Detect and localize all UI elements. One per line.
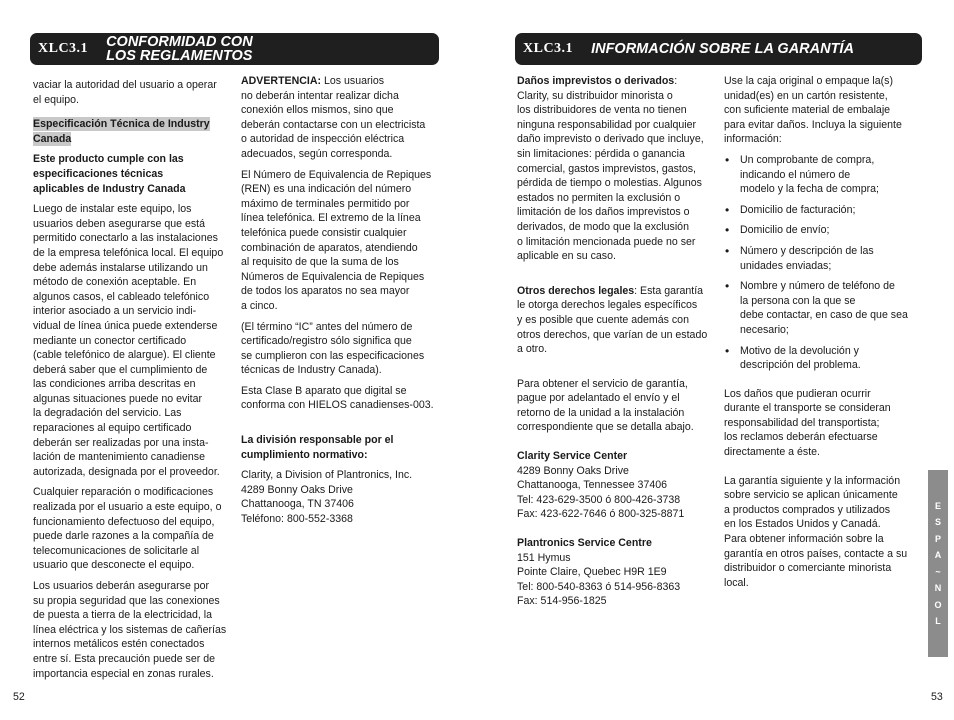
- tab-letter: N: [934, 583, 942, 593]
- column-2: [241, 74, 446, 533]
- col1-para3: Los usuarios deberán asegurarse por su propia seguridad que las conexiones de puesta a tierra de la electricidad, la línea eléctrica y los sistemas de cañerías internos metálicos estén conectados entre sí. Esta precaución puede ser de importancia especial en zonas rurales.: [33, 580, 227, 680]
- col3-rights: [517, 284, 717, 357]
- bullet-icon: •: [725, 152, 730, 167]
- title-line-1: CONFORMIDAD CON: [106, 34, 253, 50]
- spacer: [517, 270, 717, 284]
- tab-letter: ~: [935, 566, 941, 577]
- section-title-right: INFORMACIÓN SOBRE LA GARANTÍA: [591, 41, 854, 57]
- list-item: • Un comprobante de compra, indicando el número de modelo y la fecha de compra;: [725, 152, 879, 196]
- tab-letter: A: [934, 550, 942, 560]
- col3-damages: [517, 74, 717, 264]
- warning-text: Los usuarios no deberán intentar realizar dicha conexión ellos mismos, sino que deberán contactarse con un electricista o autoridad de inspección eléctrica adecuados, según corresponda.: [241, 75, 426, 160]
- list-item: • Domicilio de facturación;: [725, 202, 856, 217]
- rights-label: Otros derechos legales: [517, 284, 635, 297]
- page-number-left: 52: [13, 691, 25, 703]
- col1-bold-para: Este producto cumple con las especificaciones técnicas aplicables de Industry Canada: [33, 153, 186, 195]
- spacer: [724, 466, 919, 474]
- warning-label: ADVERTENCIA:: [241, 75, 322, 87]
- model-label-left: XLC3.1: [38, 41, 89, 56]
- bullet-icon: •: [725, 223, 730, 238]
- spacer: [724, 379, 919, 387]
- col1-shaded-heading: Especificación Técnica de Industry Canada: [33, 118, 210, 145]
- tab-letter: E: [934, 500, 941, 511]
- list-item: • Nombre y número de teléfono de la persona con la que se debe contactar, en caso de que sea necesario;: [725, 279, 908, 336]
- col3-center2: [517, 536, 717, 609]
- bullet-icon: •: [725, 243, 730, 258]
- center2-name: Plantronics Service Centre: [517, 537, 652, 550]
- list-item: • Número y descripción de las unidades enviadas;: [725, 243, 874, 272]
- language-side-tab: [928, 470, 948, 657]
- column-1: [33, 78, 233, 687]
- col2-warning: [241, 74, 446, 162]
- col1-para1: Luego de instalar este equipo, los usuarios deben asegurarse que está permitido conectarlo a las instalaciones de la empresa telefónica local. El equipo debe además instalarse utilizando un método de conexión aceptable. En algunos casos, el cableado telefónico interior asociado a un servicio indi- vidual de línea única puede extenderse mediante un conector certificado (cable telefónico de alargue). El cliente deberá saber que el cumplimiento de las condiciones arriba descritas en algunas situaciones puede no evitar la degradación del servicio. Las reparaciones al equipo certificado deberán ser realizadas por una insta- lación de mantenimiento canadiense autorizada, designada por el proveedor.: [33, 203, 224, 478]
- model-label-right: XLC3.1: [523, 41, 574, 56]
- center1-address: 4289 Bonny Oaks Drive Chattanooga, Tennessee 37406 Tel: 423-629-3500 ó 800-426-3738 Fax: 423-622-7646 ó 800-325-8871: [517, 464, 685, 521]
- title-line-2: LOS REGLAMENTOS: [106, 48, 253, 64]
- spacer: [517, 441, 717, 449]
- tab-letter: S: [934, 517, 941, 527]
- center2-address: 151 Hymus Pointe Claire, Quebec H9R 1E9 Tel: 800-540-8363 ó 514-956-8363 Fax: 514-956-1825: [517, 551, 681, 608]
- header-left: [30, 33, 439, 65]
- bullet-icon: •: [725, 279, 730, 294]
- spacer: [241, 419, 446, 433]
- tab-letter: P: [934, 533, 941, 544]
- col3-center1: [517, 449, 717, 522]
- damages-text: : Clarity, su distribuidor minorista o los distribuidores de venta no tienen ninguna responsabilidad por cualquier daño imprevisto o derivado que incluye, sin limitaciones: pérdida o ganancia comercial, gastos imprevistos, gastos, pérdida de tiempo o molestias. Algunos estados no permiten la exclusión o limitación de los daños imprevistos o derivados, de modo que la exclusión o limitación mencionada puede no ser aplicable en su caso.: [517, 75, 704, 263]
- col2-class-para: Esta Clase B aparato que digital se conforma con HIELOS canadienses-003.: [241, 384, 434, 412]
- tab-letter: O: [934, 599, 942, 610]
- col1-para2: Cualquier reparación o modificaciones realizada por el usuario a este equipo, o funcionamiento defectuoso del equipo, puede darle razones a la compañía de telecomunicaciones de solicitarle al usuario que desconecte el equipo.: [33, 486, 222, 572]
- col2-ic-para: (El término “IC” antes del número de certificado/registro sólo significa que se cumplieron con las especificaciones técnicas de Industry Canada).: [241, 320, 425, 377]
- damages-label: Daños imprevistos o derivados: [517, 75, 675, 87]
- info-list: [724, 153, 919, 373]
- col2-ren-para: El Número de Equivalencia de Repiques (REN) es una indicación del número máximo de terminales permitido por línea telefónica. El extremo de la línea telefónica puede consistir cualquier combinación de aparatos, atendiendo al requisito de que la suma de los Números de Equivalencia de Repiques de todos los aparatos no sea mayor a cinco.: [241, 168, 432, 312]
- col2-address: Clarity, a Division of Plantronics, Inc. 4289 Bonny Oaks Drive Chattanooga, TN 37406 Teléfono: 800-552-3368: [241, 469, 413, 526]
- column-4: [724, 74, 919, 596]
- list-item: • Motivo de la devolución y descripción del problema.: [725, 343, 861, 372]
- list-item: • Domicilio de envío;: [725, 223, 830, 238]
- header-right: [515, 33, 922, 65]
- col2-division-heading: La división responsable por el cumplimiento normativo:: [241, 434, 394, 461]
- col4-transport-para: Los daños que pudieran ocurrir durante el transporte se consideran responsabilidad del transportista; los reclamos deberán efectuarse directamente a éste.: [724, 387, 891, 459]
- spacer: [517, 528, 717, 536]
- rights-text: : Esta garantía le otorga derechos legales específicos y es posible que cuente además con otros derechos, que varían de un estado a otro.: [517, 284, 708, 356]
- bullet-icon: •: [725, 202, 730, 217]
- bullet-icon: •: [725, 343, 730, 358]
- spacer: [517, 363, 717, 377]
- center1-name: Clarity Service Center: [517, 450, 628, 463]
- col4-intro: Use la caja original o empaque la(s) unidad(es) en un cartón resistente, con suficiente material de embalaje para evitar daños. Incluya la siguiente información:: [724, 75, 902, 146]
- col1-intro: vaciar la autoridad del usuario a operar el equipo.: [33, 79, 217, 106]
- col1-shaded-heading-wrap: [33, 117, 233, 146]
- section-title-left: [106, 35, 253, 63]
- page-number-right: 53: [931, 691, 943, 703]
- col4-guarantee-para: La garantía siguiente y la información sobre servicio se aplican únicamente a productos comprados y utilizados en los Estados Unidos y Canadá. Para obtener información sobre la garantía en otros países, contacte a su distribuidor o comerciante minorista local.: [724, 474, 908, 589]
- column-3: [517, 74, 717, 615]
- col3-service-para: Para obtener el servicio de garantía, pague por adelantado el envío y el retorno de la unidad a la instalación correspondiente que se detalla abajo.: [517, 377, 694, 434]
- tab-letter: L: [935, 616, 941, 626]
